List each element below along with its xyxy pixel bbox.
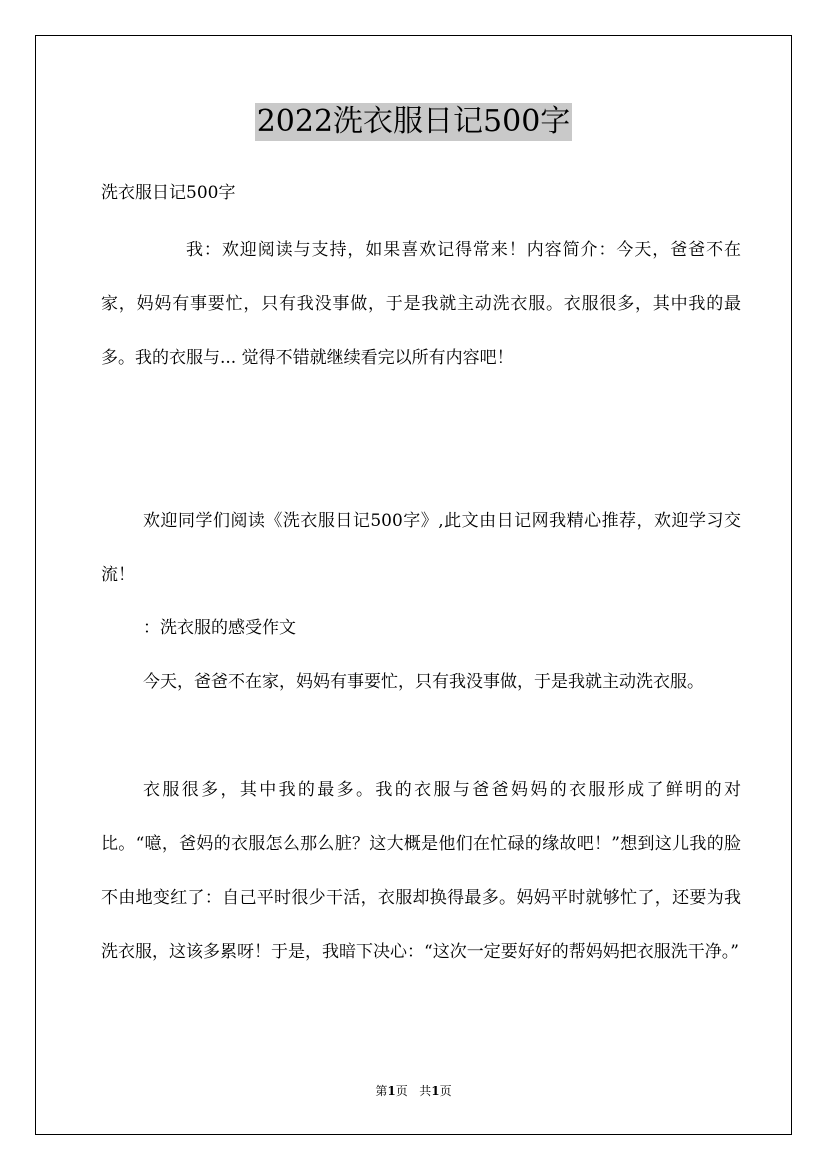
body-paragraph: 衣服很多，其中我的最多。我的衣服与爸爸妈妈的衣服形成了鲜明的对比。“噫，爸妈的衣服怎么那么脏？这大概是他们在忙碌的缘故吧！”想到这儿我的脸不由地变红了：自己平时很少干活，衣服却换得最多。妈妈平时就够忙了，还要为我洗衣服，这该多累呀！于是，我暗下决心：“这次一定要好好的帮妈妈把衣服洗干净。”: [101, 780, 741, 962]
body-paragraph: 今天，爸爸不在家，妈妈有事要忙，只有我没事做，于是我就主动洗衣服。: [143, 672, 704, 692]
document-title: 2022洗衣服日记500字: [256, 104, 571, 139]
intro-paragraph: 我：欢迎阅读与支持，如果喜欢记得常来！内容简介：今天，爸爸不在家，妈妈有事要忙，只有我没事做，于是我就主动洗衣服。衣服很多，其中我的最多。我的衣服与... 觉得不错就继续看完以所有内容吧！: [101, 240, 741, 368]
page-suffix: 页: [395, 1084, 408, 1098]
page-footer: [0, 1083, 827, 1099]
total-prefix: 共: [419, 1084, 432, 1098]
total-suffix: 页: [439, 1084, 452, 1098]
title-container: [0, 103, 827, 141]
page-prefix: 第: [375, 1084, 388, 1098]
page-total: 1: [431, 1084, 440, 1098]
page-current: 1: [387, 1084, 396, 1098]
document-subtitle: 洗衣服日记500字: [101, 183, 236, 203]
welcome-paragraph: 欢迎同学们阅读《洗衣服日记500字》,此文由日记网我精心推荐，欢迎学习交流！: [101, 511, 741, 585]
section-heading: ：洗衣服的感受作文: [143, 618, 296, 638]
